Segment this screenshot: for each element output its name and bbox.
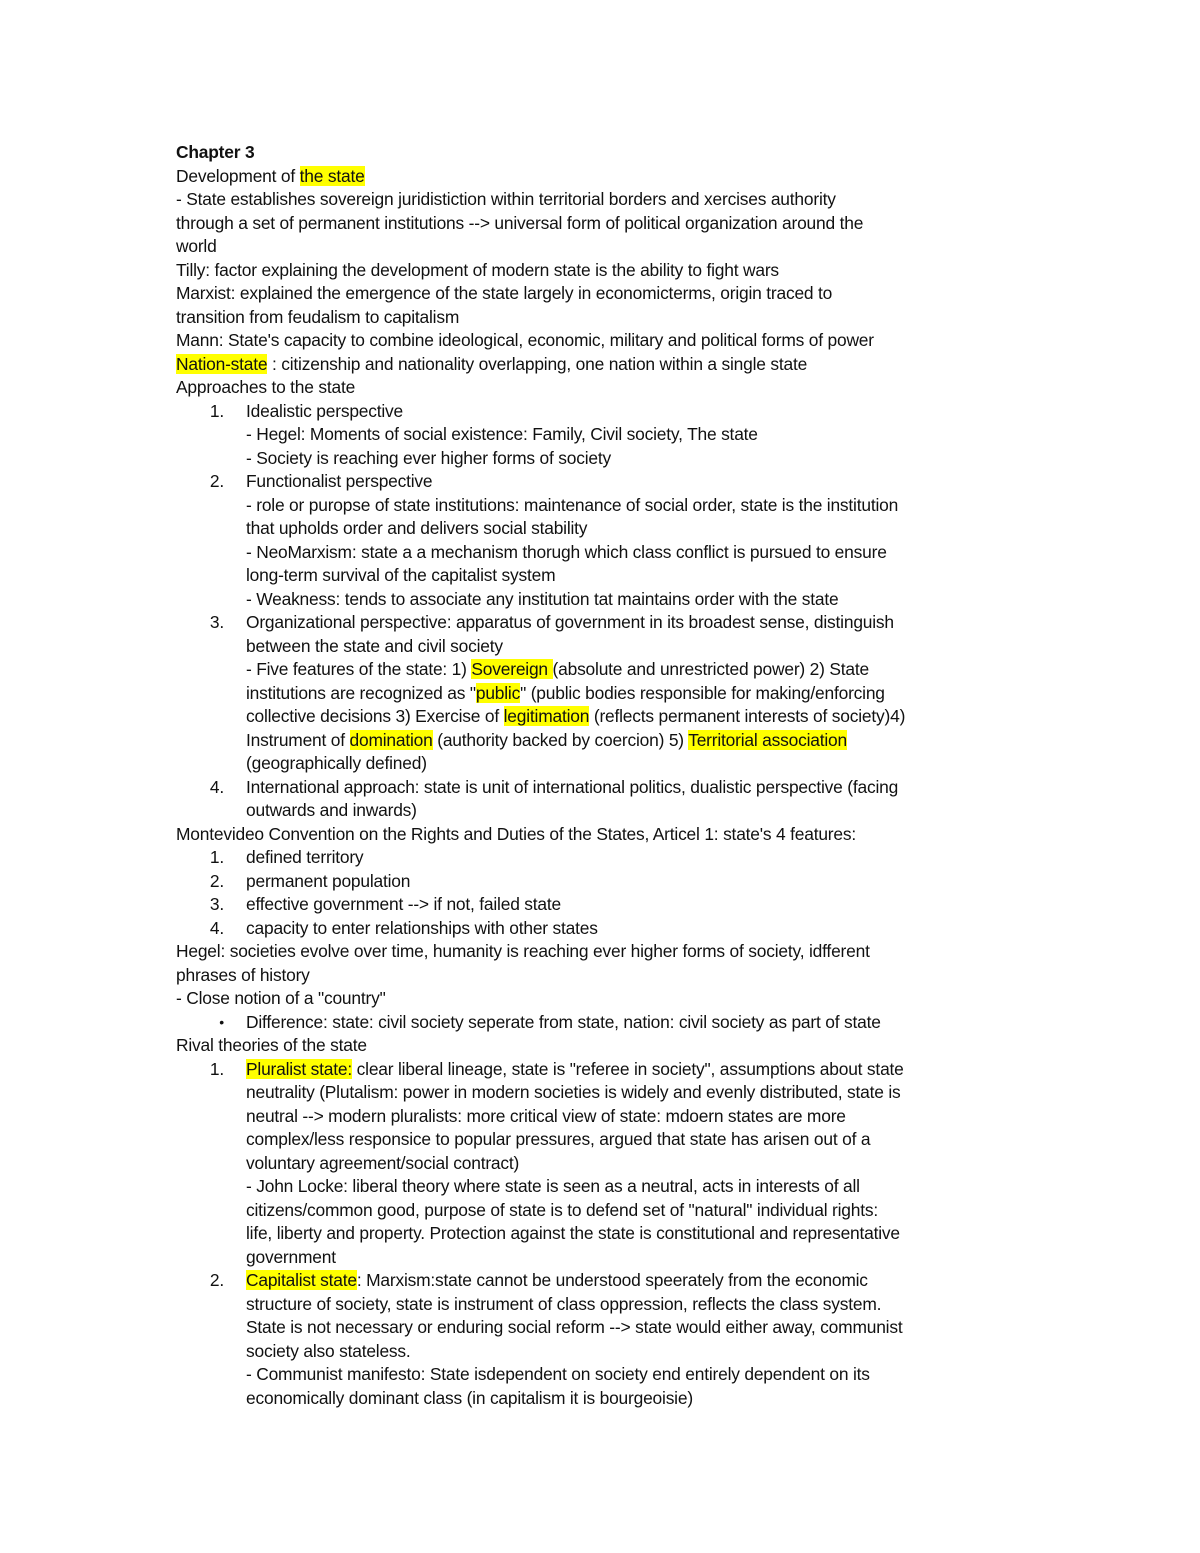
- list-subline: life, liberty and property. Protection against the state is constitutional and representative: [246, 1223, 900, 1243]
- list-subline: Instrument of domination (authority backed by coercion) 5) Territorial association: [246, 729, 847, 750]
- list-number: 3.: [209, 612, 224, 632]
- list-item: 4. capacity to enter relationships with other states: [176, 917, 1036, 941]
- list-subline: State is not necessary or enduring social reform --> state would either away, communist: [246, 1317, 903, 1337]
- list-subline: citizens/common good, purpose of state is to defend set of "natural" individual rights:: [246, 1199, 878, 1220]
- list-subline: complex/less responsice to popular pressures, argued that state has arisen out of a: [246, 1129, 871, 1149]
- list-item: 2. permanent population: [176, 870, 1036, 894]
- list-item: 2. Capitalist state: Marxism:state cannot be understood speerately from the economic: [176, 1269, 1036, 1293]
- highlight: domination: [349, 729, 433, 750]
- highlight: legitimation: [503, 706, 590, 726]
- text-line: Tilly: factor explaining the development of modern state is the ability to fight wars: [176, 259, 779, 280]
- text-line: - Close notion of a "country": [176, 988, 386, 1008]
- text-line: Nation-state : citizenship and nationality overlapping, one nation within a single state: [176, 353, 808, 374]
- text-line: Development of the state: [176, 165, 365, 186]
- text-line: Marxist: explained the emergence of the state largely in economicterms, origin traced to: [176, 283, 833, 303]
- list-item: 3. Organizational perspective: apparatus of government in its broadest sense, distinguish: [176, 611, 1036, 635]
- highlight: Territorial association: [688, 729, 847, 750]
- list-number: 2.: [209, 1270, 224, 1290]
- document-page: [176, 141, 1036, 1410]
- list-subline: voluntary agreement/social contract): [246, 1152, 520, 1173]
- list-subline: neutrality (Plutalism: power in modern societies is widely and evenly distributed, state is: [246, 1082, 901, 1102]
- list-number: 1.: [209, 400, 224, 421]
- list-item: 1. Pluralist state: clear liberal lineage, state is "referee in society", assumptions about state: [176, 1058, 1036, 1082]
- list-number: 2.: [209, 870, 224, 891]
- list-number: 3.: [209, 894, 224, 914]
- list-number: 2.: [209, 471, 224, 491]
- highlight: public: [475, 682, 521, 703]
- list-number: 1.: [209, 847, 224, 867]
- list-subline: - NeoMarxism: state a a mechanism thorugh which class conflict is pursued to ensure: [246, 541, 887, 562]
- bullet-icon: •: [219, 1013, 224, 1030]
- list-item: 2. Functionalist perspective: [176, 470, 1036, 494]
- highlight: Pluralist state:: [246, 1058, 353, 1079]
- list-subline: - Hegel: Moments of social existence: Family, Civil society, The state: [246, 424, 758, 444]
- list-subline: - Weakness: tends to associate any institution tat maintains order with the state: [246, 588, 839, 609]
- list-subline: economically dominant class (in capitalism it is bourgeoisie): [246, 1387, 693, 1408]
- list-subline: collective decisions 3) Exercise of legitimation (reflects permanent interests of society)4): [246, 706, 906, 726]
- list-item: 4. International approach: state is unit of international politics, dualistic perspective (facing: [176, 776, 1036, 800]
- list-subline: structure of society, state is instrument of class oppression, reflects the class system.: [246, 1293, 882, 1314]
- highlight: Nation-state: [176, 353, 268, 374]
- list-subline: - Communist manifesto: State isdependent on society end entirely dependent on its: [246, 1364, 870, 1384]
- list-subline: (geographically defined): [246, 753, 427, 773]
- text-line: Approaches to the state: [176, 377, 356, 397]
- list-subline: institutions are recognized as "public" (public bodies responsible for making/enforcing: [246, 682, 885, 703]
- list-number: 4.: [209, 776, 224, 797]
- text-line: Rival theories of the state: [176, 1035, 367, 1055]
- text-line: world: [176, 236, 217, 256]
- text-line: Mann: State's capacity to combine ideological, economic, military and political forms of power: [176, 330, 874, 350]
- text-line: phrases of history: [176, 964, 310, 985]
- text-line: Hegel: societies evolve over time, humanity is reaching ever higher forms of society, idfferent: [176, 941, 870, 961]
- list-subline: outwards and inwards): [246, 800, 417, 820]
- list-subline: - Society is reaching ever higher forms of society: [246, 447, 612, 468]
- list-subline: - John Locke: liberal theory where state is seen as a neutral, acts in interests of all: [246, 1176, 860, 1196]
- list-subline: - role or puropse of state institutions: maintenance of social order, state is the institution: [246, 494, 899, 515]
- list-item: 1. defined territory: [176, 846, 1036, 870]
- list-subline: that upholds order and delivers social stability: [246, 518, 588, 538]
- list-subline: - Five features of the state: 1) Sovereign (absolute and unrestricted power) 2) State: [246, 659, 869, 679]
- highlight: Capitalist state: [246, 1270, 357, 1290]
- text-line: Montevideo Convention on the Rights and Duties of the States, Articel 1: state's 4 features:: [176, 823, 856, 844]
- text-line: through a set of permanent institutions --> universal form of political organization around the: [176, 212, 864, 233]
- list-subline: society also stateless.: [246, 1340, 411, 1361]
- text-line: transition from feudalism to capitalism: [176, 306, 460, 327]
- chapter-title: Chapter 3: [176, 142, 255, 162]
- list-item: 3. effective government --> if not, failed state: [176, 893, 1036, 917]
- list-subline: neutral --> modern pluralists: more critical view of state: mdoern states are more: [246, 1105, 846, 1126]
- list-number: 1.: [209, 1058, 224, 1079]
- list-subline: government: [246, 1246, 336, 1267]
- highlight: Sovereign: [471, 659, 553, 679]
- bullet-item: • Difference: state: civil society seperate from state, nation: civil society as part of state: [176, 1011, 1036, 1035]
- list-item: 1. Idealistic perspective: [176, 400, 1036, 424]
- text-line: - State establishes sovereign juridistiction within territorial borders and xercises authority: [176, 189, 836, 209]
- list-number: 4.: [209, 917, 224, 938]
- list-subline: between the state and civil society: [246, 635, 503, 656]
- list-subline: long-term survival of the capitalist system: [246, 565, 556, 585]
- highlight: the state: [299, 165, 365, 186]
